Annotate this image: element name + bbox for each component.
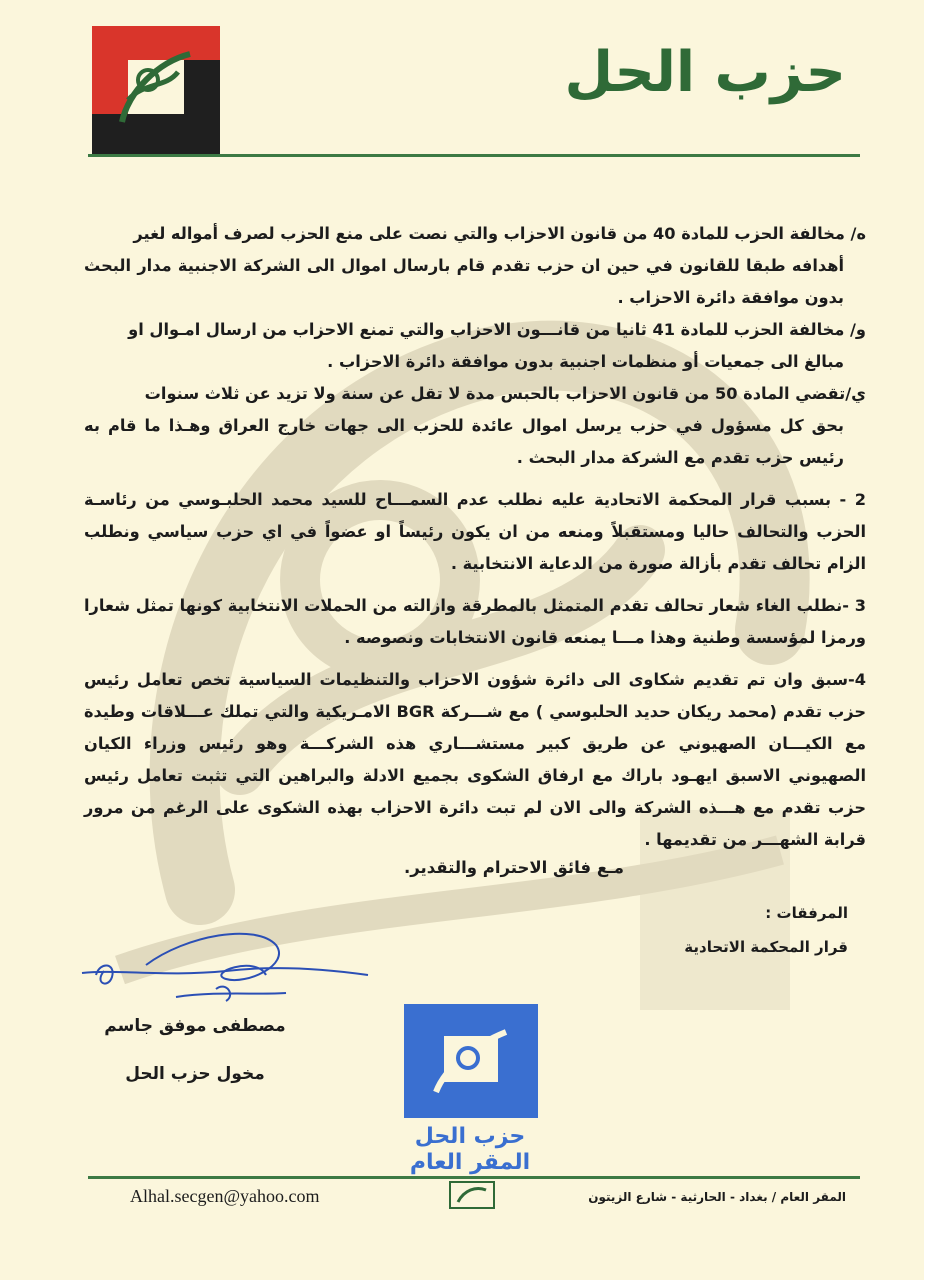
clause-y-continued: بحق كل مسؤول في حزب يرسل اموال عائدة للحزب الى جهات خارج العراق وهـذا ما قام به رئيس حزب تقدم مع الشركة مدار البحث . xyxy=(84,416,844,467)
party-title: حزب الحل xyxy=(564,40,846,105)
handwritten-signature xyxy=(76,925,376,1015)
signatory-name: مصطفى موفق جاسم xyxy=(104,1016,286,1036)
stamp-line-1: حزب الحل xyxy=(414,1124,526,1149)
stamp-line-2: المقر العام xyxy=(409,1150,531,1175)
footer-divider xyxy=(88,1176,860,1179)
section-3: 3 -نطلب الغاء شعار تحالف تقدم المتمثل بالمطرقة وازالته من الحملات الانتخابية كونها تمثل شعارا ورمزا لمؤسسة وطنية وهذا مـــا يمنعه قانون الانتخابات ونصوصه . xyxy=(84,596,866,647)
party-logo xyxy=(88,22,224,158)
section-4: 4-سبق وان تم تقديم شكاوى الى دائرة شؤون الاحزاب والتنظيمات السياسية تخص تعامل رئيس حزب تقدم (محمد ريكان حديد الحلبوسي ) مع شـــركة BGR الامـريكية والتي تملك عـــلاقات وطيدة مع الكيـــان الصهيوني عن طريق كبير مستشـــاري هذه الشركـــة وهو رئيس وزراء الكيان الصهيوني الاسبق ايهـود باراك مع ارفاق الشكوى بجميع الادلة والبراهين التي تثبت تعامل رئيس حزب تقدم مع هـــذه الشركة والى الان لم تبت دائرة الاحزاب بهذه الشكوى على الرغم من مرور قرابة الشهـــر من تقديمها . xyxy=(84,670,866,849)
signatory-title: مخول حزب الحل xyxy=(125,1064,265,1084)
attachment-item: قرار المحكمة الاتحادية xyxy=(684,938,848,956)
section-2: 2 - بسبب قرار المحكمة الاتحادية عليه نطلب عدم السمـــاح للسيد محمد الحلبـوسي من رئاسـة الحزب والتحالف حاليا ومستقبلاً ومنعه من ان يكون رئيساً او عضواً في اي حزب سياسي ونطلب الزام تحالف تقدم بأزالة صورة من الدعاية الانتخابية . xyxy=(84,490,866,573)
footer-email[interactable]: Alhal.secgen@yahoo.com xyxy=(130,1186,320,1206)
stamp-text xyxy=(380,1124,560,1176)
clause-w-continued: مبالغ الى جمعيات أو منظمات اجنبية بدون موافقة دائرة الاحزاب . xyxy=(327,352,844,371)
clause-w: و/ مخالفة الحزب للمادة 41 ثانيا من قانـــون الاحزاب والتي تمنع الاحزاب من ارسال امـوال او xyxy=(128,320,866,339)
attachments-label: المرفقات : xyxy=(765,904,848,922)
clause-h-continued: أهدافه طبقا للقانون في حين ان حزب تقدم قام بارسال اموال الى الشركة الاجنبية مدار البحث بدون موافقة دائرة الاحزاب . xyxy=(84,256,844,307)
footer-address: المقر العام / بغداد - الحارثية - شارع الزيتون xyxy=(588,1190,846,1204)
clause-y: ي/تقضي المادة 50 من قانون الاحزاب بالحبس مدة لا تقل عن سنة ولا تزيد عن ثلاث سنوات xyxy=(144,384,866,403)
header-divider xyxy=(88,154,860,157)
footer-logo-mark xyxy=(448,1180,496,1210)
closing-line: مـع فائق الاحترام والتقدير. xyxy=(404,858,624,877)
letter-body xyxy=(84,218,866,856)
clause-h: ه/ مخالفة الحزب للمادة 40 من قانون الاحزاب والتي نصت على منع الحزب لصرف أمواله لغير xyxy=(133,224,866,243)
